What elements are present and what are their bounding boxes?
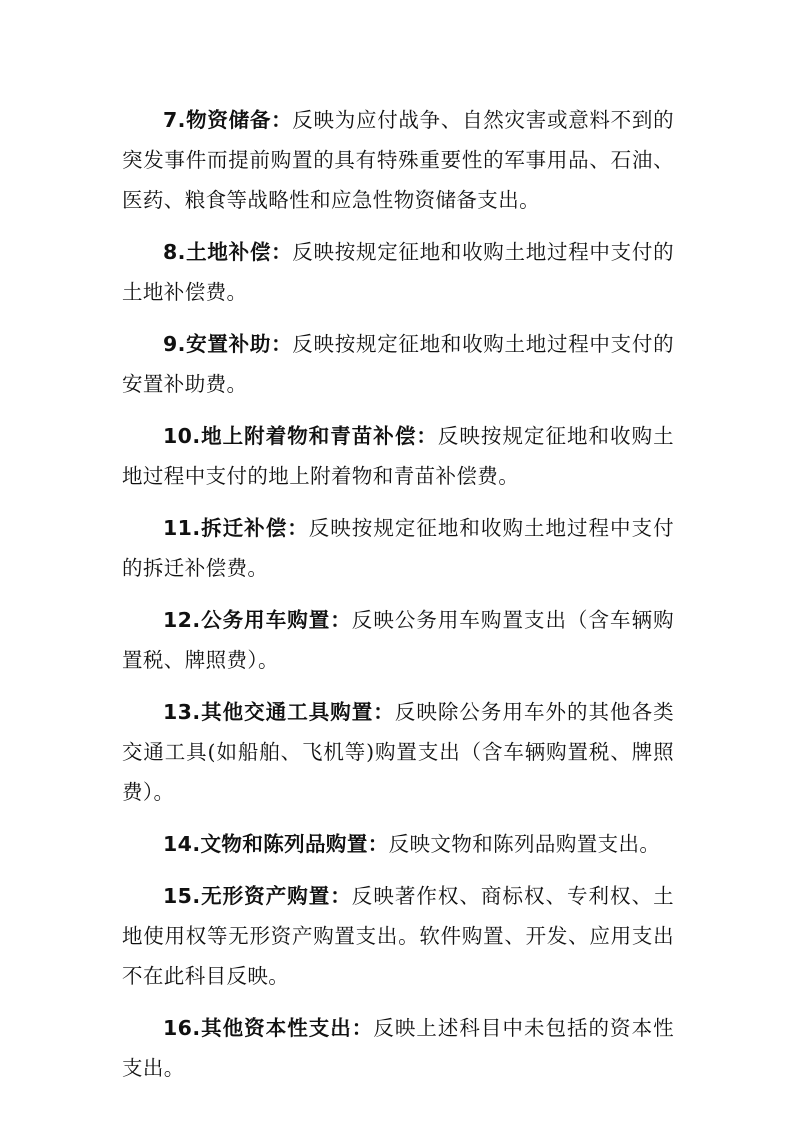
item-term: 16.其他资本性支出：	[163, 1016, 374, 1040]
item-14	[122, 824, 674, 864]
item-term: 14.文物和陈列品购置：	[163, 832, 389, 856]
item-term: 13.其他交通工具购置：	[163, 700, 395, 724]
item-description: 反映按规定征地和收购土地过程中支付的地上附着物和青苗补偿费。	[122, 424, 674, 488]
document-page	[122, 100, 674, 1100]
item-description: 反映著作权、商标权、专利权、土地使用权等无形资产购置支出。软件购置、开发、应用支出不在此科目反映。	[122, 884, 674, 988]
item-term: 11.拆迁补偿：	[163, 516, 309, 540]
item-description: 反映公务用车购置支出（含车辆购置税、牌照费）。	[122, 608, 674, 672]
item-description: 反映按规定征地和收购土地过程中支付的拆迁补偿费。	[122, 516, 674, 580]
item-description: 反映文物和陈列品购置支出。	[388, 832, 661, 856]
item-term: 7.物资储备：	[163, 108, 293, 132]
item-15	[122, 876, 674, 996]
item-description: 反映除公务用车外的其他各类交通工具(如船舶、飞机等)购置支出（含车辆购置税、牌照费）。	[122, 700, 675, 804]
item-term: 15.无形资产购置：	[163, 884, 352, 908]
item-16	[122, 1008, 674, 1088]
item-9	[122, 324, 674, 404]
item-description: 反映按规定征地和收购土地过程中支付的安置补助费。	[122, 332, 674, 396]
item-term: 12.公务用车购置：	[163, 608, 352, 632]
item-description: 反映为应付战争、自然灾害或意料不到的突发事件而提前购置的具有特殊重要性的军事用品、石油、医药、粮食等战略性和应急性物资储备支出。	[122, 108, 674, 212]
item-10	[122, 416, 674, 496]
item-term: 10.地上附着物和青苗补偿：	[163, 424, 438, 448]
item-13	[122, 692, 674, 812]
item-8	[122, 232, 674, 312]
item-12	[122, 600, 674, 680]
item-term: 8.土地补偿：	[163, 240, 293, 264]
item-11	[122, 508, 674, 588]
item-description: 反映按规定征地和收购土地过程中支付的土地补偿费。	[122, 240, 674, 304]
item-7	[122, 100, 674, 220]
item-description: 反映上述科目中未包括的资本性支出。	[122, 1016, 674, 1080]
item-term: 9.安置补助：	[163, 332, 293, 356]
